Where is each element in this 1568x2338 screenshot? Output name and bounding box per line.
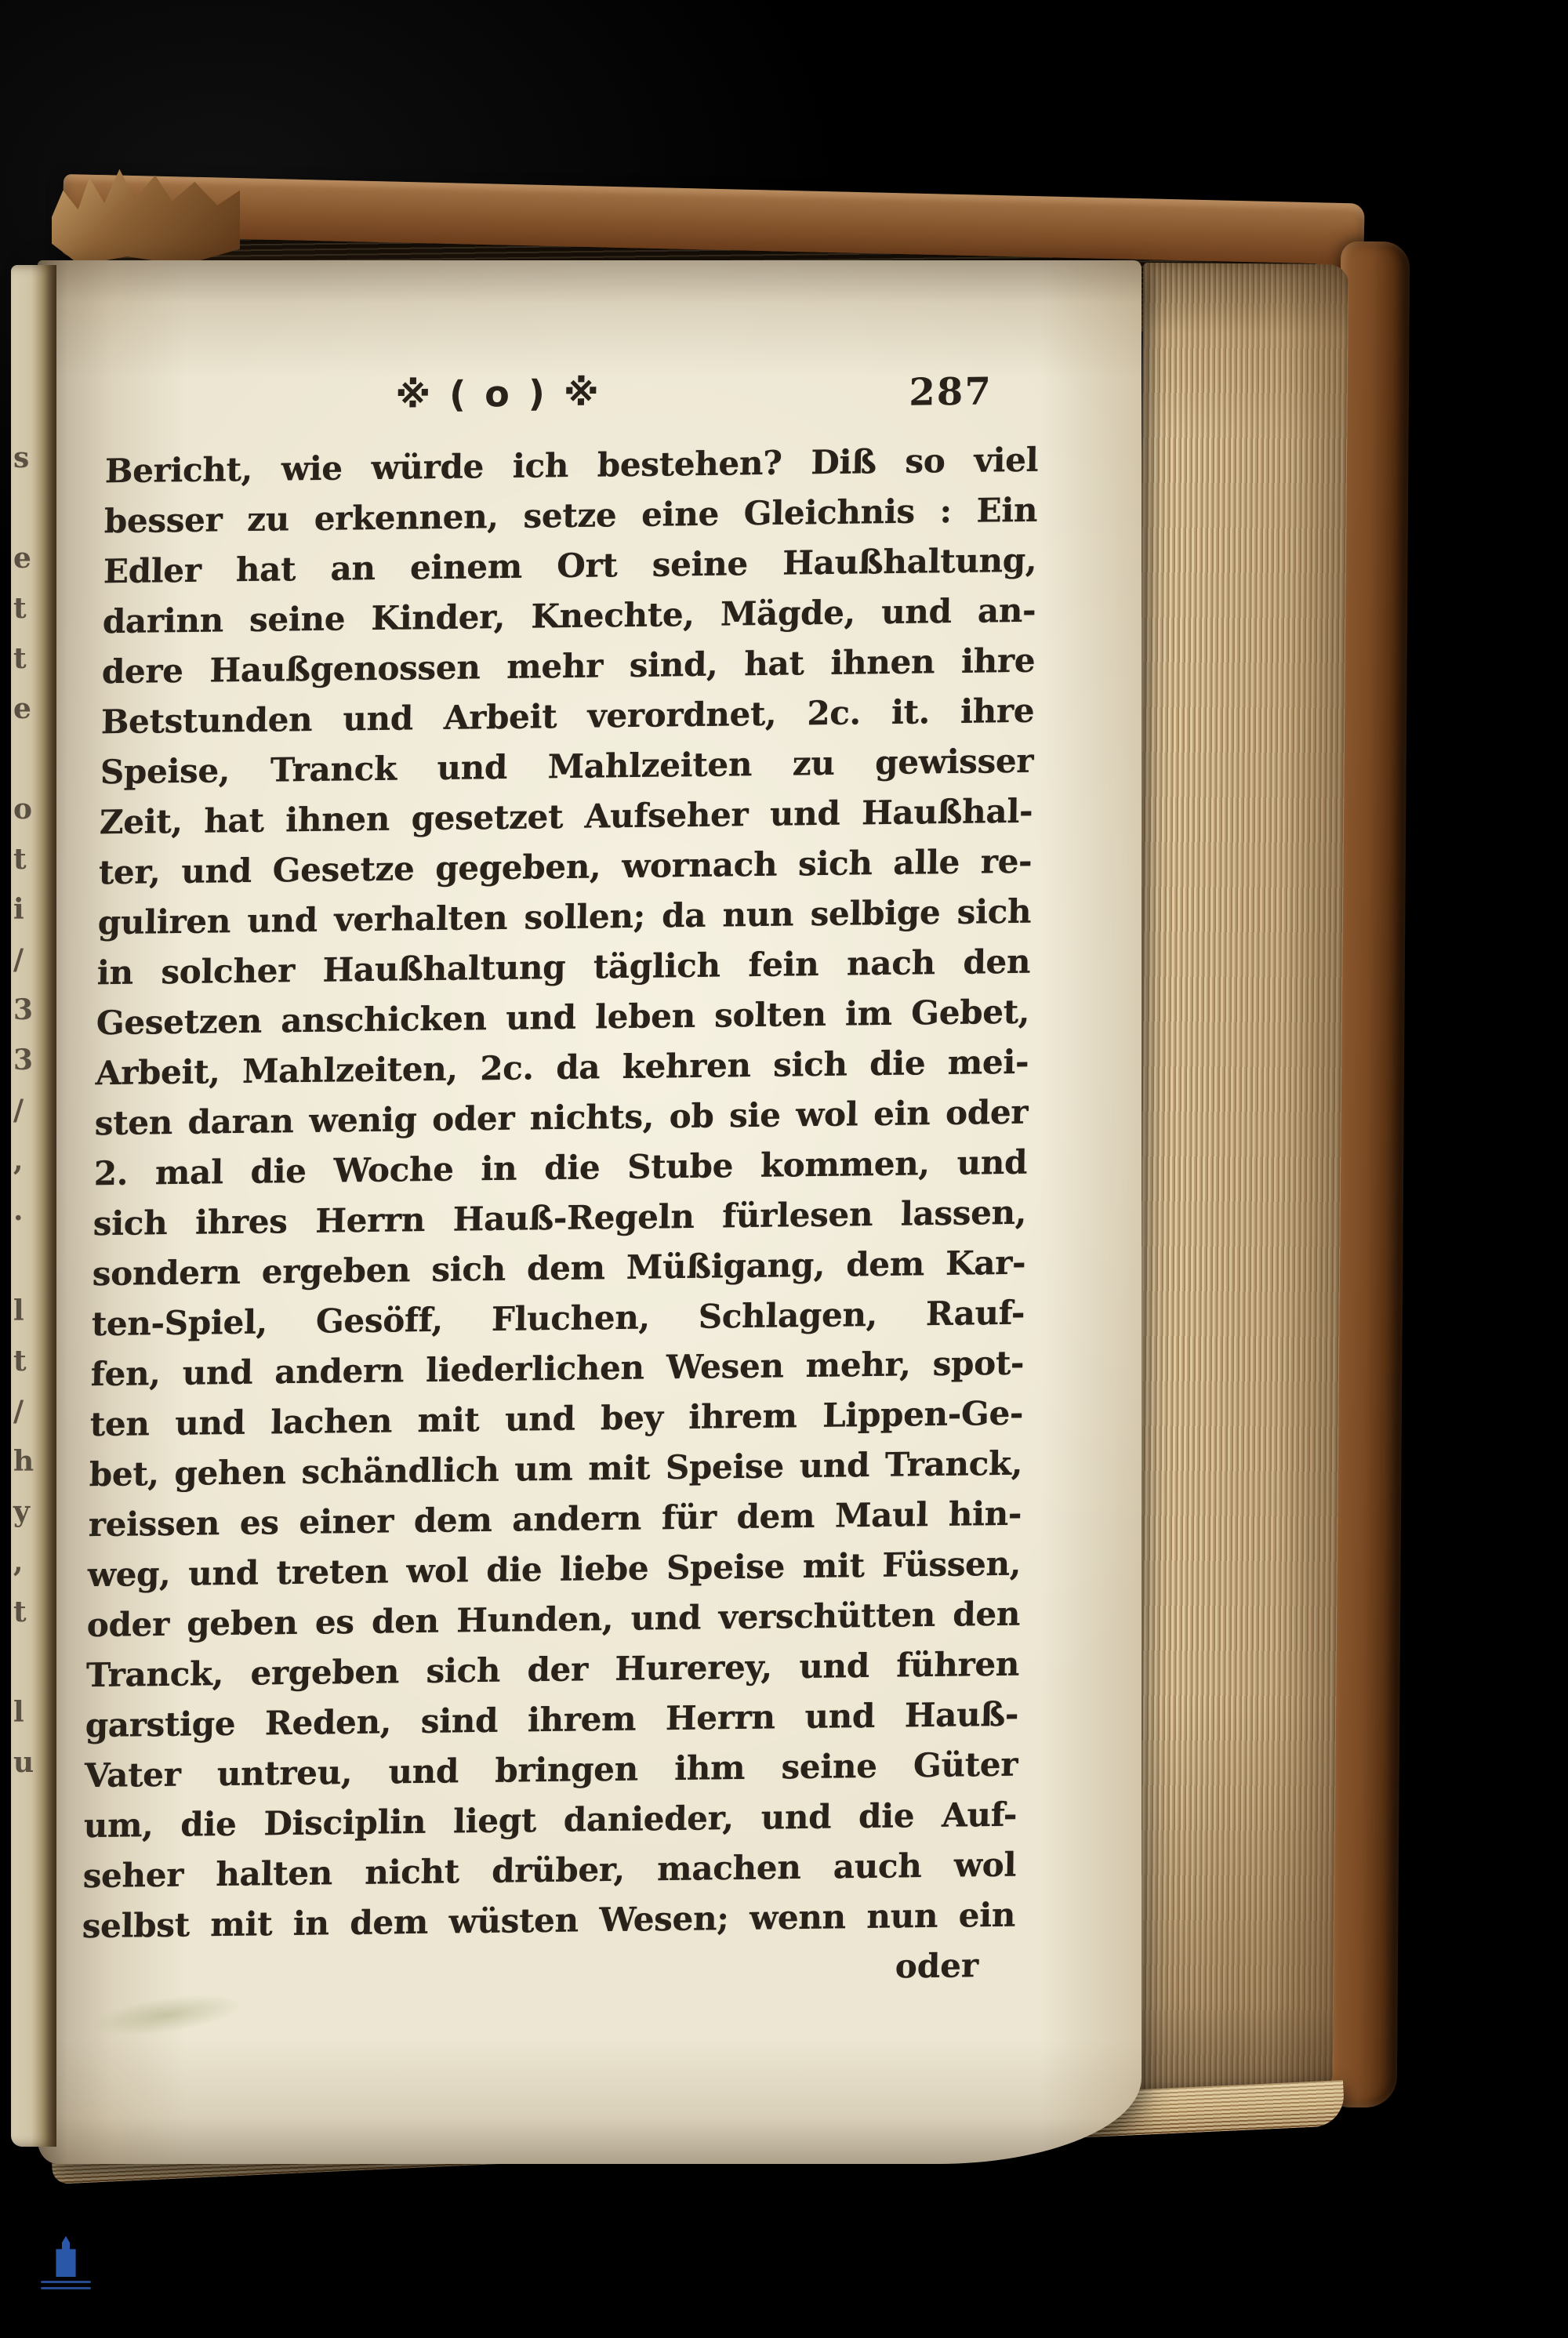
left-page-text-fragment: e — [13, 542, 31, 575]
text-line: sondern ergeben sich dem Müßigang, dem Kar- — [92, 1243, 1026, 1294]
left-page-text-fragment: t — [13, 843, 27, 876]
text-line: garstige Reden, sind ihrem Herrn und Hauß- — [85, 1694, 1019, 1745]
text-line: sten daran wenig oder nichts, ob sie wol ein oder — [94, 1092, 1029, 1143]
book-page — [38, 260, 1142, 2164]
text-line: ten und lachen mit und bey ihrem Lippen-Ge- — [89, 1393, 1024, 1444]
fore-edge-pages — [1127, 263, 1348, 2096]
left-page-text-fragment: i — [13, 893, 24, 926]
left-page-text-fragment: u — [13, 1746, 34, 1779]
page-number: 287 — [908, 369, 993, 415]
text-line: weg, und treten wol die liebe Speise mit Füssen, — [87, 1544, 1022, 1595]
text-line: bet, gehen schändlich um mit Speise und Tranck, — [89, 1443, 1023, 1494]
left-page-text-fragment: l — [13, 1696, 24, 1729]
stamp-text-line — [41, 2281, 91, 2283]
left-page-text-fragment: / — [13, 1395, 24, 1428]
text-line: ten-Spiel, Gesöff, Fluchen, Schlagen, Rauf- — [91, 1293, 1025, 1344]
left-page-text-fragment: e — [13, 692, 31, 725]
left-page-text-fragment: . — [13, 1194, 24, 1227]
catchword: oder — [895, 1946, 979, 1986]
text-line: Edler hat an einem Ort seine Haußhaltung, — [103, 540, 1037, 591]
page-header — [105, 366, 1040, 447]
text-line: Vater untreu, und bringen ihm seine Güter — [84, 1744, 1018, 1795]
header-ornament-icon: ※ ( o ) ※ — [394, 371, 603, 416]
text-line: darinn seine Kinder, Knechte, Mägde, und an- — [102, 590, 1036, 641]
text-line: 2. mal die Woche in die Stube kommen, und — [93, 1142, 1028, 1193]
library-watermark-stamp — [34, 2236, 97, 2319]
text-line: fen, und andern liederlichen Wesen mehr, spot- — [90, 1343, 1025, 1394]
text-line: um, die Disciplin liegt danieder, und die Auf- — [83, 1795, 1018, 1846]
left-page-text-fragment: / — [13, 943, 24, 976]
text-line: Bericht, wie würde ich bestehen? Diß so viel — [104, 440, 1039, 491]
text-line: seher halten nicht drüber, machen auch wol — [82, 1845, 1017, 1896]
left-page-text-fragment: t — [13, 1345, 27, 1378]
left-page-text-fragment: , — [13, 1545, 24, 1578]
library-emblem-icon — [49, 2236, 82, 2277]
text-line: Betstunden und Arbeit verordnet, 2c. it. ihre — [100, 691, 1035, 742]
text-line: ter, und Gesetze gegeben, wornach sich alle re- — [98, 841, 1033, 892]
left-page-text-fragment — [11, 1637, 56, 1687]
text-line: guliren und verhalten sollen; da nun selbige sich — [97, 891, 1032, 942]
left-page-text-fragment: t — [13, 592, 27, 625]
text-line: reissen es einer dem andern für dem Maul hin- — [88, 1494, 1022, 1545]
left-page-text-fragment: t — [13, 642, 27, 675]
page-text — [81, 366, 1040, 2002]
text-line: selbst mit in dem wüsten Wesen; wenn nun ein — [82, 1895, 1016, 1946]
text-line: Speise, Tranck und Mahlzeiten zu gewisser — [100, 741, 1034, 792]
text-line: besser zu erkennen, setze eine Gleichnis : Ein — [103, 490, 1038, 541]
text-line: oder geben es den Hunden, und verschütten den — [86, 1594, 1021, 1645]
left-page-text-fragment: h — [13, 1445, 34, 1478]
text-line: in solcher Haußhaltung täglich fein nach den — [96, 942, 1031, 993]
left-page-text-fragment — [11, 483, 56, 533]
left-page-text-fragment: 3 — [13, 993, 34, 1026]
left-page-fragments — [11, 433, 56, 1788]
text-line: Tranck, ergeben sich der Hurerey, und führen — [85, 1644, 1020, 1695]
left-page-text-fragment: 3 — [13, 1044, 34, 1076]
left-page-text-fragment — [11, 1236, 56, 1286]
text-line: Arbeit, Mahlzeiten, 2c. da kehren sich die mei- — [95, 1042, 1029, 1093]
left-page-text-fragment — [11, 734, 56, 784]
text-line: sich ihres Herrn Hauß-Regeln fürlesen lassen, — [93, 1193, 1027, 1243]
text-line: dere Haußgenossen mehr sind, hat ihnen ihre — [101, 641, 1036, 692]
text-line: Zeit, hat ihnen gesetzet Aufseher und Haußhal- — [99, 791, 1033, 842]
left-page-text-fragment: / — [13, 1094, 24, 1127]
left-page-sliver — [11, 265, 56, 2147]
left-page-text-fragment: o — [13, 793, 33, 826]
stamp-text-line — [41, 2287, 91, 2289]
left-page-text-fragment: s — [13, 441, 30, 474]
text-line: Gesetzen anschicken und leben solten im Gebet, — [96, 992, 1030, 1043]
left-page-text-fragment: l — [13, 1294, 24, 1327]
left-page-text-fragment: t — [13, 1596, 27, 1628]
left-page-text-fragment: , — [13, 1144, 24, 1177]
left-page-text-fragment: y — [13, 1495, 30, 1528]
